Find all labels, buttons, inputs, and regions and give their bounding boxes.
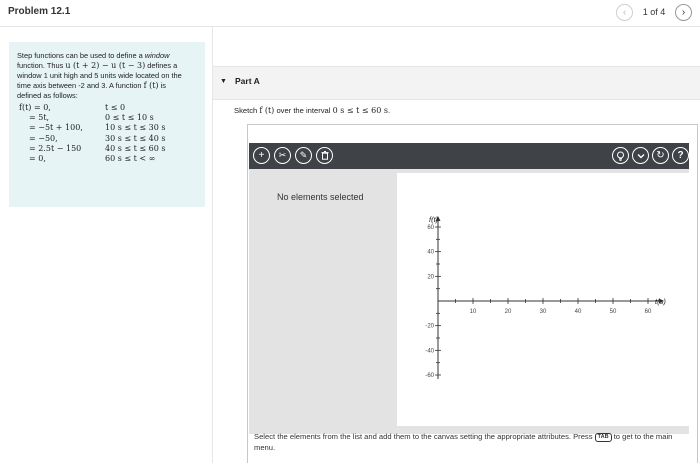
lightbulb-icon-glyph [616,151,625,161]
chart-svg[interactable] [397,173,689,426]
tool-instructions [254,431,694,453]
problem-title: Problem 12.1 [8,6,71,17]
graph-canvas[interactable] [397,173,689,426]
caret-down-icon[interactable]: ▼ [220,78,227,85]
trash-icon-glyph [321,151,329,160]
intro-line-5: defined as follows: [17,91,78,100]
no-elements-message: No elements selected [277,192,364,202]
piecewise-cond: 40 s ≤ t ≤ 60 s [105,143,166,153]
part-a-label: Part A [235,76,260,86]
piecewise-cond: 0 ≤ t ≤ 10 s [105,113,154,123]
y-axis-label: f(t) [429,215,439,224]
problem-pager [616,2,692,22]
question-suffix: . [387,106,391,115]
chevron-down-glyph [637,153,645,159]
y-tick-label: 20 [427,274,434,281]
piecewise-expr: = 5t, [29,113,50,123]
y-tick-label: -40 [425,348,434,355]
elements-panel [249,169,396,434]
question-interval-math: 0 s ≤ t ≤ 60 s [332,106,388,115]
question-function-math: f (t) [259,106,275,115]
intro-line-3: window 1 unit high and 5 units wide located on the [17,71,182,80]
sketch-toolbar [249,143,689,169]
tab-key-badge: TAB [595,433,612,442]
piecewise-expr: = 0, [29,154,46,164]
intro-line-1 [17,51,197,61]
intro-line-4 [17,81,197,91]
pencil-icon[interactable]: ✎ [295,147,312,164]
intro-line-4-text: time axis between -2 and 3. A function [17,81,142,90]
x-tick-label: 30 [539,309,547,315]
intro-line-1-emphasis: window [144,51,170,60]
intro-line-4-end: is [160,81,166,90]
piecewise-expr: = 2.5t − 150 [29,143,82,153]
piecewise-cond: 10 s ≤ t ≤ 30 s [105,123,166,133]
y-tick-label: -60 [425,373,434,379]
x-tick-label: 40 [574,309,582,315]
piecewise-cond: t ≤ 0 [105,103,126,112]
piecewise-cond: 30 s ≤ t ≤ 40 s [105,133,166,143]
y-tick-label: 40 [427,249,434,256]
scissors-icon[interactable]: ✂ [274,147,291,164]
piecewise-definition [17,103,197,164]
problem-intro-column [0,27,213,463]
piecewise-expr: = −5t + 100, [29,123,83,133]
graph-area [396,169,689,434]
question-middle: over the interval [276,106,331,115]
x-tick-label: 60 [644,309,652,315]
axis-ticks [425,225,652,379]
instructions-text-after: to get to the main menu. [254,432,673,452]
y-tick-label: 60 [427,225,434,231]
trash-icon[interactable] [316,147,333,164]
window-function-math: u (t + 2) − u (t − 3) [65,61,146,70]
x-tick-label: 10 [469,309,477,315]
plus-icon[interactable]: + [253,147,270,164]
function-name-math: f (t) [143,81,159,90]
piecewise-expr: f(t) = 0, [19,103,51,112]
sketch-tool [247,124,698,463]
intro-line-2-end: defines a [147,61,178,70]
question-prompt [234,106,390,115]
part-a-header[interactable] [213,66,700,100]
piecewise-cond: 60 s ≤ t < ∞ [105,154,156,164]
lightbulb-icon[interactable] [612,147,629,164]
x-tick-label: 50 [609,309,617,315]
problem-intro-box [9,42,205,207]
intro-line-2-text: function. Thus [17,61,64,70]
intro-line-2 [17,61,197,71]
chevron-right-icon[interactable]: › [675,4,692,21]
x-axis-label: t(s) [655,297,666,306]
problem-header [0,0,700,27]
help-icon[interactable]: ? [672,147,689,164]
question-prefix: Sketch [234,106,258,115]
piecewise-expr: = −50, [29,133,58,143]
y-tick-label: -20 [425,323,434,330]
pager-count: 1 of 4 [642,7,666,17]
chevron-left-icon[interactable]: ‹ [616,4,633,21]
x-tick-label: 20 [504,309,512,315]
chevron-down-icon[interactable] [632,147,649,164]
instructions-text-before: Select the elements from the list and add them to the canvas setting the appropriate attributes. Press [254,432,593,441]
intro-line-1-text: Step functions can be used to define a [17,51,143,60]
reset-icon[interactable]: ↻ [652,147,669,164]
